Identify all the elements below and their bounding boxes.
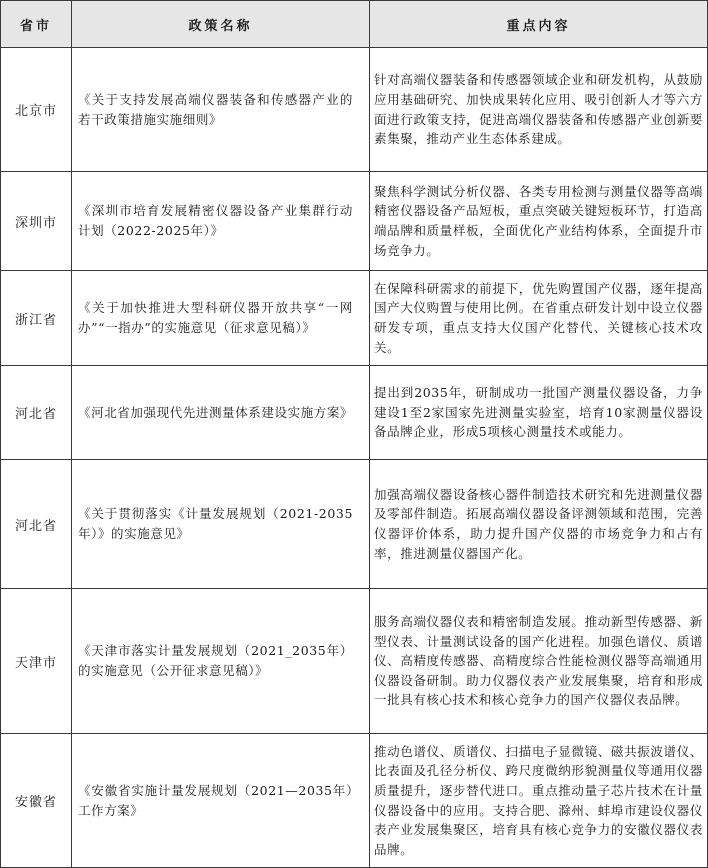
policy-name-cell bbox=[72, 271, 370, 366]
key-content-cell bbox=[370, 172, 708, 271]
key-content-text: 提出到2035年，研制成功一批国产测量仪器设备，力争建设1至2家国家先进测量实验室，培育10家测量仪器设备品牌企业，形成5项核心测量技术或能力。 bbox=[374, 385, 703, 440]
province-cell: 浙江省 bbox=[1, 271, 72, 366]
policy-name-text: 《关于加快推进大型科研仪器开放共享“一网办”“一指办”的实施意见（征求意见稿）》 bbox=[78, 300, 353, 335]
header-key-content: 重点内容 bbox=[370, 1, 708, 48]
policy-name-text: 《安徽省实施计量发展规划（2021—2035年）工作方案》 bbox=[78, 782, 353, 818]
table-row bbox=[1, 271, 708, 366]
policy-name-cell bbox=[72, 734, 370, 868]
key-content-cell bbox=[370, 589, 708, 734]
policy-name-cell bbox=[72, 589, 370, 734]
policy-name-text: 《关于支持发展高端仪器装备和传感器产业的若干政策措施实施细则》 bbox=[78, 91, 353, 127]
policy-name-text: 《河北省加强现代先进测量体系建设实施方案》 bbox=[78, 404, 354, 420]
province-cell: 安徽省 bbox=[1, 734, 72, 868]
policy-name-cell bbox=[72, 366, 370, 460]
table-row bbox=[1, 48, 708, 172]
table-row bbox=[1, 589, 708, 734]
key-content-cell bbox=[370, 734, 708, 868]
policy-name-cell bbox=[72, 48, 370, 172]
key-content-cell bbox=[370, 366, 708, 460]
province-cell: 河北省 bbox=[1, 460, 72, 589]
table-header-row bbox=[1, 1, 708, 48]
header-policy-name: 政策名称 bbox=[72, 1, 370, 48]
key-content-cell bbox=[370, 460, 708, 589]
policy-name-text: 《天津市落实计量发展规划（2021_2035年）的实施意见（公开征求意见稿）》 bbox=[78, 643, 353, 678]
key-content-cell bbox=[370, 48, 708, 172]
policy-name-text: 《深圳市培育发展精密仪器设备产业集群行动计划（2022-2025年）》 bbox=[78, 203, 353, 238]
policy-name-cell bbox=[72, 172, 370, 271]
key-content-text: 针对高端仪器装备和传感器领域企业和研发机构，从鼓励应用基础研究、加快成果转化应用、吸引创新人才等六方面进行政策支持，促进高端仪器装备和传感器产业创新要素集聚，推动产业生态体系建成。 bbox=[374, 72, 703, 147]
header-province: 省市 bbox=[1, 1, 72, 48]
province-cell: 天津市 bbox=[1, 589, 72, 734]
table-row bbox=[1, 366, 708, 460]
table-row bbox=[1, 734, 708, 868]
province-cell: 北京市 bbox=[1, 48, 72, 172]
table-row bbox=[1, 460, 708, 589]
key-content-text: 在保障科研需求的前提下，优先购置国产仪器，逐年提高国产大仪购置与使用比例。在省重点研发计划中设立仪器研发专项，重点支持大仪国产化替代、关键核心技术攻关。 bbox=[374, 280, 703, 355]
policy-name-text: 《关于贯彻落实《计量发展规划（2021-2035年）》的实施意见》 bbox=[78, 506, 353, 541]
key-content-text: 聚焦科学测试分析仪器、各类专用检测与测量仪器等高端精密仪器设备产品短板，重点突破关键短板环节，打造高端品牌和质量样板，全面优化产业结构体系，全面提升市场竞争力。 bbox=[374, 183, 703, 258]
table-row bbox=[1, 172, 708, 271]
key-content-text: 服务高端仪器仪表和精密制造发展。推动新型传感器、新型仪表、计量测试设备的国产化进程。加强色谱仪、质谱仪、高精度传感器、高精度综合性能检测仪器等高端通用仪器设备研制。助力仪器仪表产业发展集聚，培育和形成一批具有核心技术和核心竞争力的国产仪器仪表品牌。 bbox=[374, 614, 703, 708]
province-cell: 深圳市 bbox=[1, 172, 72, 271]
policy-name-cell bbox=[72, 460, 370, 589]
key-content-cell bbox=[370, 271, 708, 366]
key-content-text: 加强高端仪器设备核心器件制造技术研究和先进测量仪器及零部件制造。拓展高端仪器设备评测领域和范围，完善仪器评价体系，助力提升国产仪器的市场竞争力和占有率，推进测量仪器国产化。 bbox=[374, 486, 703, 561]
key-content-text: 推动色谱仪、质谱仪、扫描电子显微镜、磁共振波谱仪、比表面及孔径分析仪、跨尺度微纳形貌测量仪等通用仪器质量提升，逐步替代进口。重点推动量子芯片技术在计量仪器设备中的应用。支持合肥、滁州、蚌埠市建设仪器仪表产业发展集聚区，培育具有核心竞争力的安徽仪器仪表品牌。 bbox=[374, 743, 703, 857]
province-cell: 河北省 bbox=[1, 366, 72, 460]
